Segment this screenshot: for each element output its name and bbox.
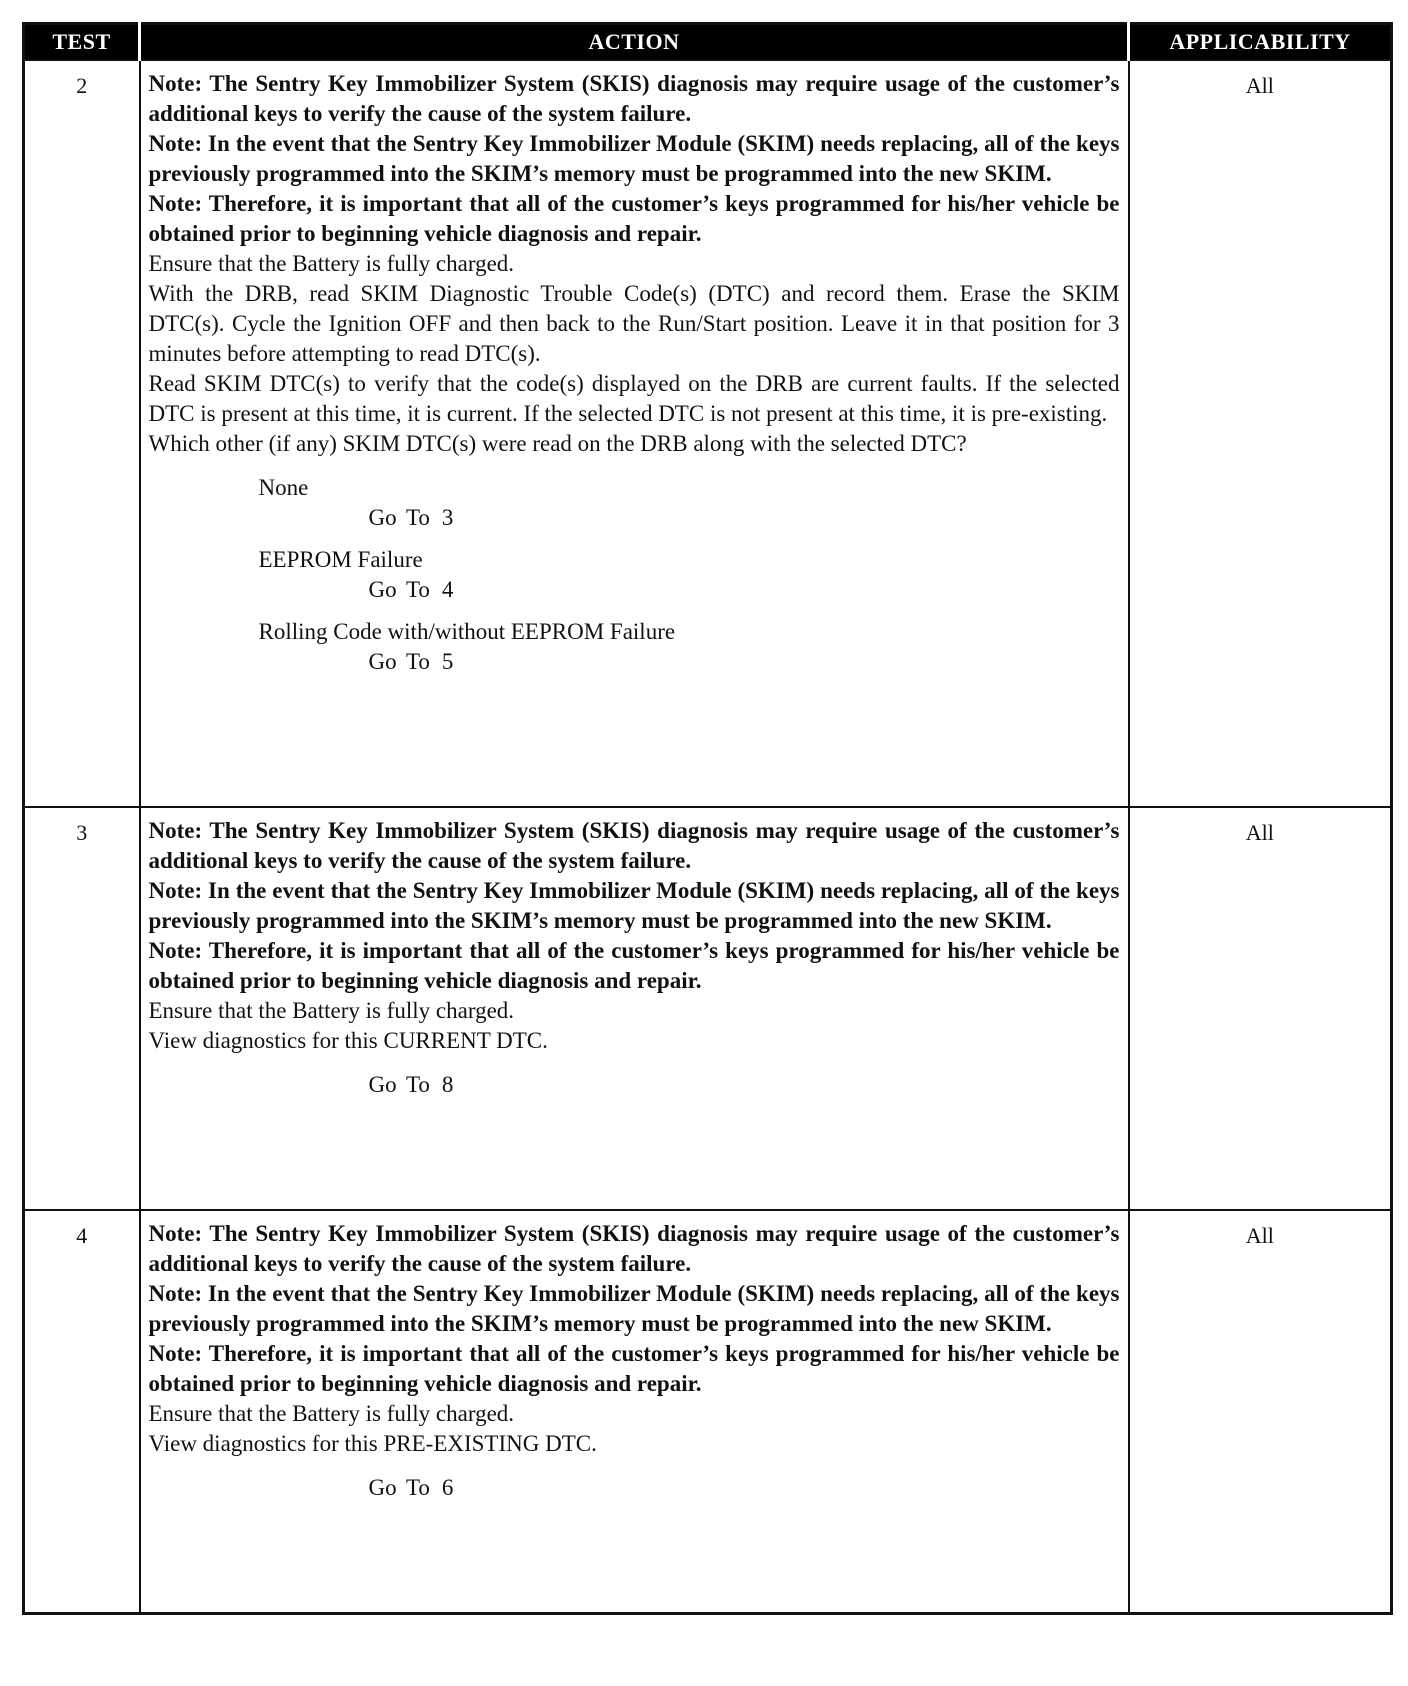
header-test: TEST [24,24,140,61]
goto-link[interactable] [149,1473,1120,1503]
goto-link[interactable] [149,503,1120,533]
action-cell [140,807,1129,1210]
step-battery: Ensure that the Battery is fully charged. [148,998,515,1023]
goto-link[interactable] [149,575,1120,605]
choice-label: None [258,475,309,500]
test-number: 4 [24,1210,140,1613]
diagnostic-test-table [22,22,1393,1615]
choice-label: Rolling Code with/without EEPROM Failure [258,619,676,644]
goto-target: 6 [441,1475,454,1500]
step-view-diagnostics: View diagnostics for this CURRENT DTC. [148,1028,548,1053]
diagnostic-table-page [22,22,1390,1665]
header-applicability: APPLICABILITY [1129,24,1392,61]
note-keys-obtained: Note: Therefore, it is important that all of the customer’s keys programmed for his/her vehicle be obtained prior to beginning vehicle diagnosis and repair. [148,1341,1120,1396]
note-skim-replacing: Note: In the event that the Sentry Key Immobilizer Module (SKIM) needs replacing, all of the keys previously programmed into the SKIM’s memory must be programmed into the new SKIM. [148,131,1120,186]
goto-link[interactable] [149,647,1120,677]
goto-label: Go To [368,649,430,674]
goto-target: 4 [441,577,454,602]
note-skis: Note: The Sentry Key Immobilizer System (SKIS) diagnosis may require usage of the customer’s additional keys to verify the cause of the system failure. [148,818,1120,873]
choice-item [149,545,1120,605]
applicability-value: All [1129,1210,1392,1613]
goto-target: 8 [441,1072,454,1097]
goto-label: Go To [368,577,430,602]
note-skis: Note: The Sentry Key Immobilizer System (SKIS) diagnosis may require usage of the customer’s additional keys to verify the cause of the system failure. [148,1221,1120,1276]
step-verify-dtc: Read SKIM DTC(s) to verify that the code(s) displayed on the DRB are current faults. If the selected DTC is present at this time, it is current. If the selected DTC is not present at this time, it is pre-existing. [148,371,1120,426]
choice-item [149,473,1120,533]
note-skim-replacing: Note: In the event that the Sentry Key Immobilizer Module (SKIM) needs replacing, all of the keys previously programmed into the SKIM’s memory must be programmed into the new SKIM. [148,878,1120,933]
step-battery: Ensure that the Battery is fully charged. [148,1401,515,1426]
test-number: 2 [24,60,140,807]
goto-link[interactable] [149,1070,1120,1100]
table-row [24,1210,1392,1613]
note-keys-obtained: Note: Therefore, it is important that all of the customer’s keys programmed for his/her vehicle be obtained prior to beginning vehicle diagnosis and repair. [148,191,1120,246]
action-cell [140,1210,1129,1613]
goto-label: Go To [368,1072,430,1097]
choice-label: EEPROM Failure [258,547,423,572]
note-keys-obtained: Note: Therefore, it is important that all of the customer’s keys programmed for his/her vehicle be obtained prior to beginning vehicle diagnosis and repair. [148,938,1120,993]
goto-label: Go To [368,505,430,530]
test-number: 3 [24,807,140,1210]
header-action: ACTION [140,24,1129,61]
step-battery: Ensure that the Battery is fully charged. [148,251,515,276]
question-other-dtc: Which other (if any) SKIM DTC(s) were read on the DRB along with the selected DTC? [148,431,967,456]
note-skis: Note: The Sentry Key Immobilizer System (SKIS) diagnosis may require usage of the customer’s additional keys to verify the cause of the system failure. [148,71,1120,126]
answer-choices [149,473,1120,677]
table-row [24,60,1392,807]
applicability-value: All [1129,807,1392,1210]
step-view-diagnostics: View diagnostics for this PRE-EXISTING DTC. [148,1431,597,1456]
note-skim-replacing: Note: In the event that the Sentry Key Immobilizer Module (SKIM) needs replacing, all of the keys previously programmed into the SKIM’s memory must be programmed into the new SKIM. [148,1281,1120,1336]
goto-target: 5 [441,649,454,674]
table-row [24,807,1392,1210]
step-read-dtc: With the DRB, read SKIM Diagnostic Trouble Code(s) (DTC) and record them. Erase the SKIM DTC(s). Cycle the Ignition OFF and then back to the Run/Start position. Leave it in that position for 3 minutes before attempting to read DTC(s). [148,281,1120,366]
table-header [24,24,1392,61]
goto-label: Go To [368,1475,430,1500]
applicability-value: All [1129,60,1392,807]
choice-item [149,617,1120,677]
action-cell [140,60,1129,807]
goto-target: 3 [441,505,454,530]
